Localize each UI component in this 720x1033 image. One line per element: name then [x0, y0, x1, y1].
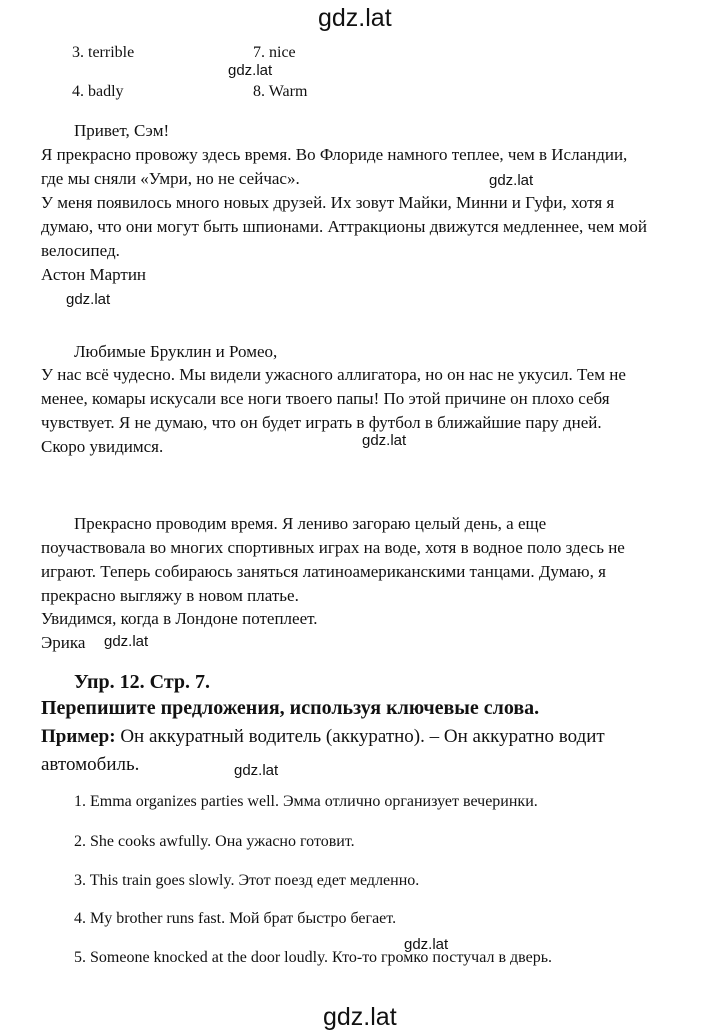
example-label: Пример:: [41, 726, 116, 747]
exercise-item: 3. This train goes slowly. Этот поезд едет медленно.: [74, 872, 420, 889]
letter2-greeting: Любимые Бруклин и Ромео,: [74, 342, 278, 361]
letter1-line: думаю, что они могут быть шпионами. Аттракционы движутся медленнее, чем мой: [41, 217, 647, 236]
letter3-signature: Эрика: [41, 633, 86, 652]
letter3-line: Увидимся, когда в Лондоне потеплеет.: [41, 609, 318, 628]
watermark-inline: gdz.lat: [362, 432, 407, 449]
letter2-line: Скоро увидимся.: [41, 437, 164, 456]
letter1-greeting: Привет, Сэм!: [74, 121, 170, 140]
answer-item: 3. terrible: [72, 44, 135, 61]
letter1-line: велосипед.: [41, 241, 120, 260]
answer-item: 7. nice: [253, 44, 296, 61]
letter2-line: чувствует. Я не думаю, что он будет играть в футбол в ближайшие пару дней.: [41, 413, 602, 432]
watermark-inline: gdz.lat: [404, 936, 449, 953]
letter1-line: У меня появилось много новых друзей. Их зовут Майки, Минни и Гуфи, хотя я: [41, 193, 615, 212]
exercise-example-cont: автомобиль.: [41, 754, 140, 775]
letter2-line: менее, комары искусали все ноги твоего папы! По этой причине он плохо себя: [41, 389, 610, 408]
letter1-signature: Астон Мартин: [41, 265, 147, 284]
exercise-item: 2. She cooks awfully. Она ужасно готовит.: [74, 833, 355, 850]
watermark-inline: gdz.lat: [104, 633, 149, 650]
letter3-first-line: Прекрасно проводим время. Я лениво загораю целый день, а еще: [74, 514, 547, 533]
watermark-top: gdz.lat: [318, 4, 392, 32]
example-text: Он аккуратный водитель (аккуратно). – Он аккуратно водит: [115, 726, 605, 747]
watermark-bottom: gdz.lat: [323, 1003, 397, 1031]
watermark-inline: gdz.lat: [66, 291, 111, 308]
exercise-example: [41, 723, 605, 750]
watermark-inline: gdz.lat: [228, 62, 273, 79]
letter1-line: Я прекрасно провожу здесь время. Во Флориде намного теплее, чем в Исландии,: [41, 145, 628, 164]
letter1-line: где мы сняли «Умри, но не сейчас».: [41, 169, 300, 188]
letter3-line: прекрасно выгляжу в новом платье.: [41, 586, 299, 605]
exercise-item: 4. My brother runs fast. Мой брат быстро бегает.: [74, 910, 397, 927]
answer-item: 4. badly: [72, 83, 124, 100]
watermark-inline: gdz.lat: [234, 762, 279, 779]
letter3-line: поучаствовала во многих спортивных играх на воде, хотя в водное поло здесь не: [41, 538, 625, 557]
exercise-item: 5. Someone knocked at the door loudly. Кто-то громко постучал в дверь.: [74, 949, 552, 966]
exercise-instruction: Перепишите предложения, используя ключевые слова.: [41, 697, 540, 719]
watermark-inline: gdz.lat: [489, 172, 534, 189]
letter3-line: играют. Теперь собираюсь заняться латиноамериканскими танцами. Думаю, я: [41, 562, 606, 581]
answer-item: 8. Warm: [253, 83, 308, 100]
exercise-heading: Упр. 12. Стр. 7.: [74, 671, 211, 693]
exercise-item: 1. Emma organizes parties well. Эмма отлично организует вечеринки.: [74, 793, 538, 810]
letter2-line: У нас всё чудесно. Мы видели ужасного аллигатора, но он нас не укусил. Тем не: [41, 365, 626, 384]
